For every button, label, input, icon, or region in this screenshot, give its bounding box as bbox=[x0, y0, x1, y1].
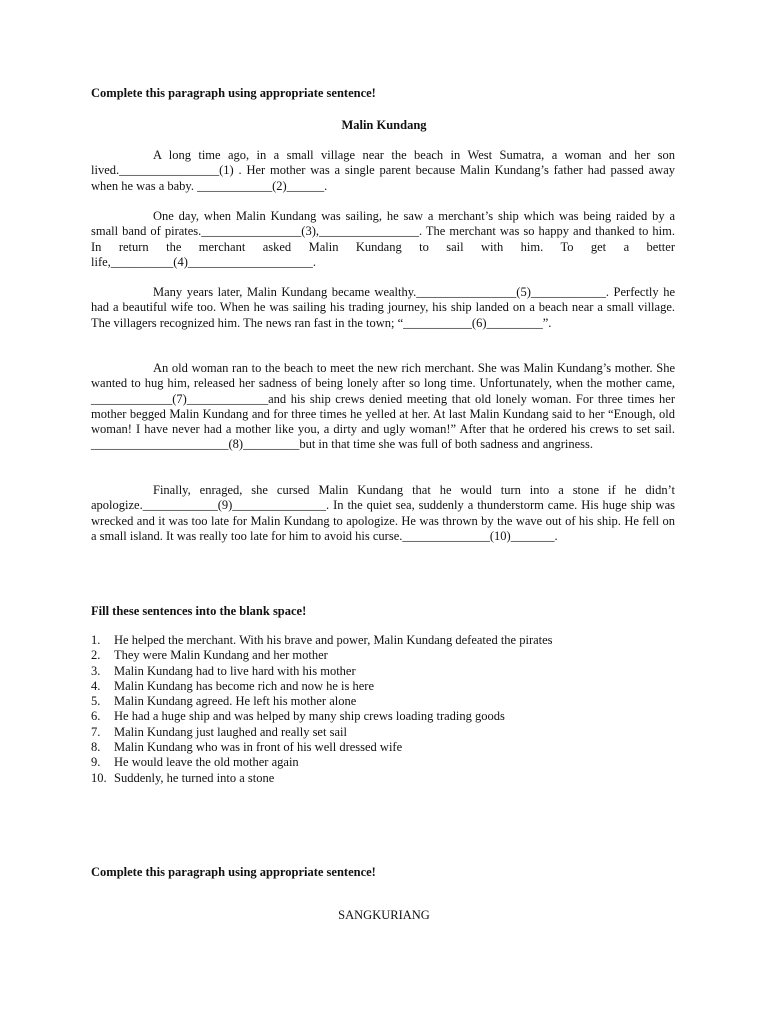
instruction-heading-1: Complete this paragraph using appropriate sentence! bbox=[91, 86, 376, 100]
story-paragraph-5: Finally, enraged, she cursed Malin Kundang that he would turn into a stone if he didn’t apologize.____________(9)_______________. In the quiet sea, suddenly a thunderstorm came. His huge ship was wrecked and it was too late for Malin Kundang to apologize. He was thrown by the wave out of his ship. He fell on a small island. It was really too late for him to avoid his curse.______________(10)_______. bbox=[91, 483, 675, 543]
instruction-heading-2: Complete this paragraph using appropriate sentence! bbox=[91, 865, 376, 879]
story-paragraph-2: One day, when Malin Kundang was sailing, he saw a merchant’s ship which was being raided by a small band of pirates.________________(3),________________. The merchant was so happy and thanked to him. In return the merchant asked Malin Kundang to sail with him. To get a better life,__________(4)____________________. bbox=[91, 209, 675, 269]
list-item: 1. He helped the merchant. With his brave and power, Malin Kundang defeated the pirates bbox=[91, 633, 553, 647]
list-item: 5. Malin Kundang agreed. He left his mother alone bbox=[91, 694, 357, 709]
story-title-sangkuriang: SANGKURIANG bbox=[338, 908, 430, 922]
story-paragraph-3: Many years later, Malin Kundang became wealthy.________________(5)____________. Perfectly he had a beautiful wife too. When he was sailing his trading journey, his ship landed on a beach near a small village. The villagers recognized him. The news ran fast in the town; “___________(6)_________”. bbox=[91, 285, 675, 330]
story-paragraph-4: An old woman ran to the beach to meet the new rich merchant. She was Malin Kundang’s mother. She wanted to hug him, released her sadness of being lonely after so long time. Unfortunately, when the mother came, _____________(7)_____________and his ship crews denied meeting that old lonely woman. For three times her mother begged Malin Kundang and for three times he yelled at her. At last Malin Kundang said to her “Enough, old woman! I have never had a mother like you, a dirty and ugly woman!” After that he ordered his crews to set sail. ______________________(8)_________but in that time she was full of both sadness and angriness. bbox=[91, 361, 675, 452]
sentence-options-list bbox=[91, 633, 691, 786]
story-title-malin-kundang: Malin Kundang bbox=[341, 118, 427, 132]
list-item: 4. Malin Kundang has become rich and now he is here bbox=[91, 678, 374, 693]
list-item: 10. Suddenly, he turned into a stone bbox=[91, 770, 275, 785]
story-paragraph-1: A long time ago, in a small village near the beach in West Sumatra, a woman and her son lived.________________(1) . Her mother was a single parent because Malin Kundang’s father had passed away when he was a baby. ____________(2)______. bbox=[91, 148, 675, 193]
list-item: 6. He had a huge ship and was helped by many ship crews loading trading goods bbox=[91, 709, 505, 724]
list-item: 2. They were Malin Kundang and her mother bbox=[91, 648, 328, 663]
list-item: 8. Malin Kundang who was in front of his well dressed wife bbox=[91, 740, 403, 755]
instruction-heading-fill: Fill these sentences into the blank space! bbox=[91, 604, 307, 618]
list-item: 9. He would leave the old mother again bbox=[91, 755, 299, 770]
list-item: 3. Malin Kundang had to live hard with his mother bbox=[91, 663, 356, 678]
list-item: 7. Malin Kundang just laughed and really set sail bbox=[91, 724, 347, 739]
